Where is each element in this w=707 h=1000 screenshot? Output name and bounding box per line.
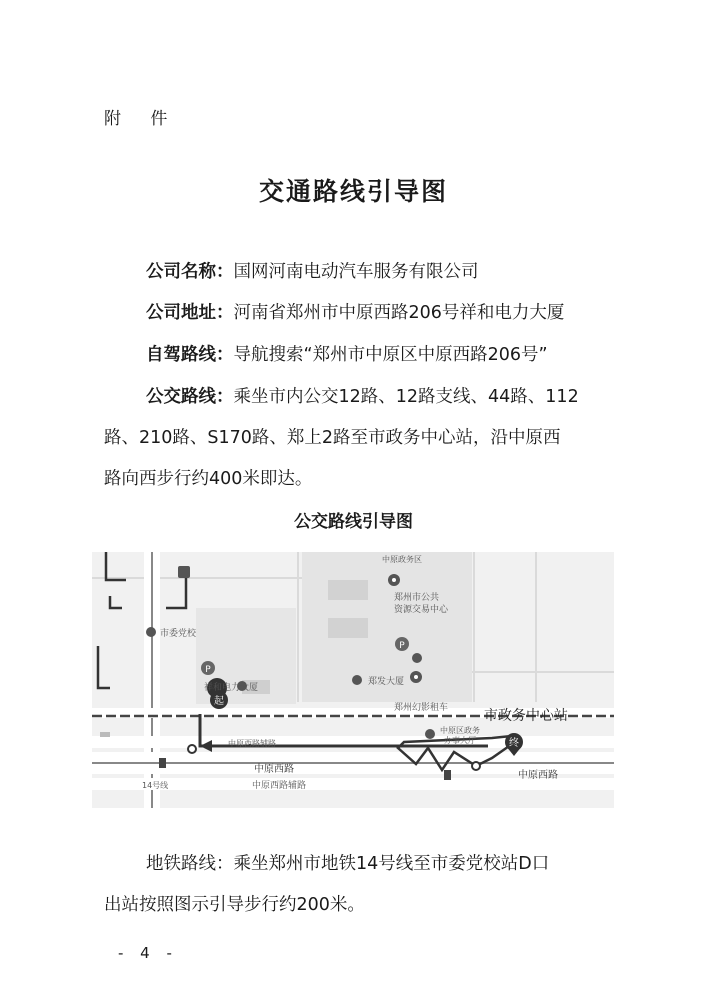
bus-route-text-1: 乘坐市内公交12路、12路支线、44路、112 (233, 387, 579, 407)
poi-pin-icon (425, 729, 435, 739)
company-name-label: 公司名称： (146, 262, 234, 282)
company-address-label: 公司地址： (146, 303, 234, 323)
poi-gov-hall-1: 中原区政务 (440, 726, 480, 735)
station-label: 市政务中心站 (484, 708, 568, 724)
subway-route-line-1: 地铁路线：乘坐郑州市地铁14号线至市委党校站D口 (146, 854, 550, 874)
road-aux-upper-label: 中原西路辅路 (228, 739, 276, 748)
poi-resource-center-1: 郑州市公共 (394, 593, 440, 603)
building (328, 580, 368, 600)
road-aux-lower-label: 中原西路辅路 (252, 781, 307, 791)
bus-route-label: 公交路线： (146, 387, 234, 407)
parking-icon (201, 661, 215, 675)
bus-stop-icon (159, 758, 166, 768)
poi-pin-icon (146, 627, 156, 637)
poi-pin-icon (412, 653, 422, 663)
map-line (106, 552, 126, 580)
bus-route-line-1 (146, 383, 579, 408)
road-shield-icon (100, 732, 110, 737)
poi-zhengfa: 郑发大厦 (368, 677, 405, 687)
poi-resource-center-2: 资源交易中心 (394, 605, 449, 615)
company-address-value: 河南省郑州市中原西路206号祥和电力大厦 (233, 303, 565, 323)
parking-icon (395, 637, 409, 651)
poi-gov-hall-2: 办事大厅 (444, 736, 476, 745)
road-tag-left: 14号线 (142, 781, 169, 790)
map-line (98, 646, 110, 688)
start-marker-text: 起 (214, 696, 224, 707)
drive-route-value: 导航搜索“郑州市中原区中原西路206号” (233, 345, 548, 365)
bus-route-text-2: 路、210路、S170路、郑上2路至市政务中心站，沿中原西 (104, 428, 561, 448)
poi-pin-icon (352, 675, 362, 685)
map-line (110, 596, 122, 608)
end-marker-text: 终 (509, 738, 519, 749)
bus-route-map (92, 552, 614, 808)
road-main-left-label: 中原西路 (254, 764, 294, 775)
map-top-label: 中原政务区 (382, 555, 422, 564)
page-number: - 4 - (118, 944, 178, 962)
map-canvas (92, 552, 614, 808)
bus-route-text-3: 路向西步行约400米即达。 (104, 469, 313, 489)
poi-pin-icon (388, 574, 400, 586)
svg-text:P: P (399, 641, 405, 651)
attachment-label: 附 件 (104, 109, 180, 129)
drive-route-line (146, 341, 548, 366)
subway-route-line-2: 出站按照图示引导步行约200米。 (104, 895, 365, 915)
poi-rental: 郑州幻影租车 (394, 703, 449, 713)
bus-stop-icon (444, 770, 451, 780)
document-title: 交通路线引导图 (258, 177, 448, 206)
company-name-line (146, 258, 479, 283)
building (328, 618, 368, 638)
route-node-dot (472, 762, 480, 770)
company-name-value: 国网河南电动汽车服务有限公司 (233, 262, 479, 282)
route-start-dot (188, 745, 196, 753)
poi-xianghe: 祥和电力大厦 (204, 683, 259, 693)
drive-route-label: 自驾路线： (146, 345, 234, 365)
company-address-line (146, 299, 564, 324)
road-main-right-label: 中原西路 (518, 770, 558, 781)
poi-party-school: 市委党校 (160, 629, 197, 639)
map-title: 公交路线引导图 (294, 512, 413, 532)
bus-stop-icon (178, 566, 190, 578)
svg-text:P: P (205, 665, 211, 675)
poi-pin-icon (410, 671, 422, 683)
